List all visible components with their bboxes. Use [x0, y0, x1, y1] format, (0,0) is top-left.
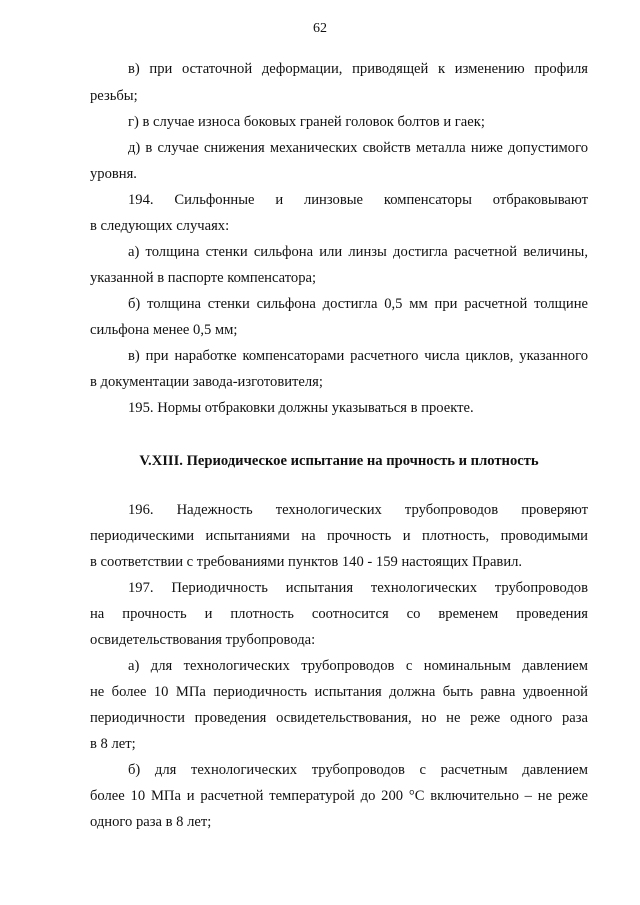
text-line: резьбы; — [90, 88, 138, 104]
text-line: а) толщина стенки сильфона или линзы достигла расчетной величины, — [128, 244, 588, 260]
text-line: 195. Нормы отбраковки должны указываться в проекте. — [128, 400, 474, 416]
text-line: в соответствии с требованиями пунктов 140 - 159 настоящих Правил. — [90, 554, 523, 570]
text-line: 194. Сильфонные и линзовые компенсаторы отбраковывают — [128, 192, 588, 208]
text-line: 197. Периодичность испытания технологических трубопроводов — [128, 580, 588, 596]
section-heading: V.XIII. Периодическое испытание на прочность и плотность — [139, 453, 539, 469]
text-line: освидетельствования трубопровода: — [90, 632, 316, 648]
text-line: в документации завода-изготовителя; — [90, 374, 323, 390]
text-line: г) в случае износа боковых граней головок болтов и гаек; — [128, 114, 485, 130]
text-line: 196. Надежность технологических трубопроводов проверяют — [128, 502, 588, 518]
text-line: а) для технологических трубопроводов с номинальным давлением — [128, 658, 588, 674]
text-line: в следующих случаях: — [90, 218, 230, 234]
text-line: б) для технологических трубопроводов с расчетным давлением — [128, 762, 588, 778]
text-line: б) толщина стенки сильфона достигла 0,5 мм при расчетной толщине — [128, 296, 588, 312]
text-line: не более 10 МПа периодичность испытания должна быть равна удвоенной — [90, 684, 588, 700]
text-line: сильфона менее 0,5 мм; — [90, 322, 238, 338]
text-line: более 10 МПа и расчетной температурой до 200 °С включительно – не реже — [90, 788, 588, 804]
text-line: в) при остаточной деформации, приводящей к изменению профиля — [128, 61, 588, 77]
text-line: на прочность и плотность соотносится со временем проведения — [90, 606, 588, 622]
text-line: уровня. — [90, 166, 137, 182]
text-line: в 8 лет; — [90, 736, 136, 752]
text-line: периодическими испытаниями на прочность и плотность, проводимыми — [90, 528, 588, 544]
page-number: 62 — [313, 21, 327, 36]
text-line: в) при наработке компенсаторами расчетного числа циклов, указанного — [128, 348, 588, 364]
text-line: периодичности проведения освидетельствования, но не реже одного раза — [90, 710, 588, 726]
text-line: д) в случае снижения механических свойств металла ниже допустимого — [128, 140, 588, 156]
text-line: указанной в паспорте компенсатора; — [90, 270, 317, 286]
text-line: одного раза в 8 лет; — [90, 814, 212, 830]
